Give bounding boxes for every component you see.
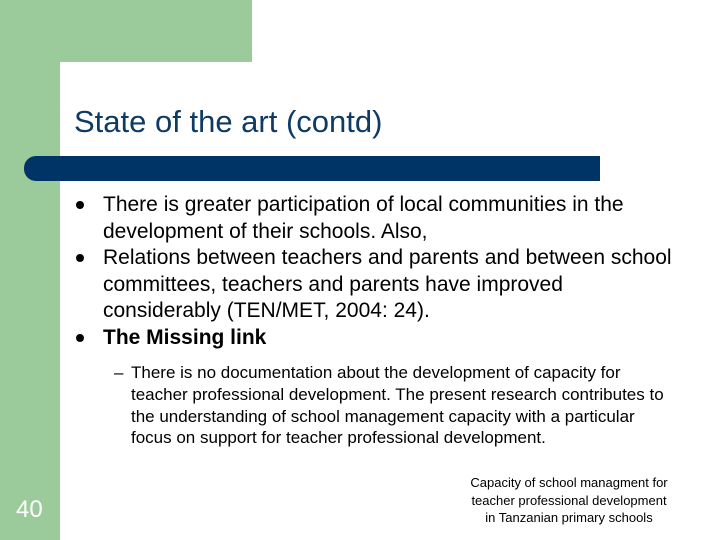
title-underline-bar: [24, 156, 600, 181]
bullet-list: [74, 192, 674, 351]
bullet-text: There is greater participation of local communities in the development of their schools. Also,: [103, 193, 624, 243]
sub-bullet-text: There is no documentation about the development of capacity for teacher professional development. The present research contributes to the understanding of school management capacity with a particular focus on support for teacher professional development.: [131, 363, 664, 448]
bullet-text: Relations between teachers and parents and between school committees, teachers and parents have improved considerably (TEN/MET, 2004: 24).: [103, 246, 672, 322]
bullet-item: [74, 245, 674, 325]
footer-line: in Tanzanian primary schools: [485, 510, 653, 525]
footer-line: teacher professional development: [471, 492, 667, 508]
footer-caption: [446, 474, 692, 527]
bullet-item: [74, 325, 674, 352]
sub-bullet-list: [114, 362, 674, 449]
footer-line: Capacity of school managment for: [470, 475, 668, 490]
bullet-text: The Missing link: [103, 325, 267, 349]
green-side-accent: [0, 0, 60, 540]
slide-title: State of the art (contd): [74, 104, 383, 139]
bullet-dot-icon: [76, 254, 84, 262]
bullet-item: [74, 192, 674, 245]
bullet-dot-icon: [76, 334, 84, 342]
sub-bullet-item: [114, 362, 674, 449]
slide-number: 40: [16, 496, 43, 523]
bullet-dot-icon: [76, 201, 84, 209]
dash-marker: –: [114, 363, 124, 382]
